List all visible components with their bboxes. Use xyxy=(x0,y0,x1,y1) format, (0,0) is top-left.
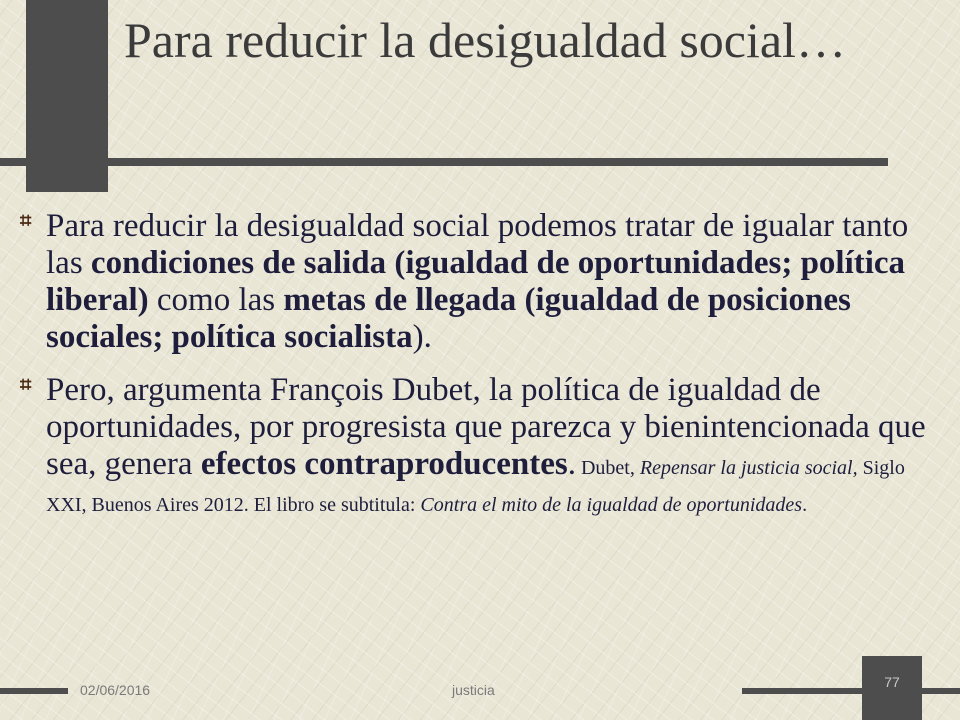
hash-bullet-icon: ⌗ xyxy=(20,372,32,396)
bold-phrase: condiciones de salida (igualdad de oportunidades; política liberal) xyxy=(46,245,906,318)
slide-title: Para reducir la desigualdad social… xyxy=(124,12,846,68)
book-title: Repensar la justicia social, xyxy=(639,457,858,479)
footer-topic: justicia xyxy=(452,682,495,698)
book-subtitle: Contra el mito de la igualdad de oportunidades xyxy=(420,494,803,516)
bullet-text: Pero, argumenta François Dubet, la política de igualdad de oportunidades, por progresista que parezca y bienintencionada que sea, genera xyxy=(46,372,926,482)
bullet-text: como las xyxy=(148,282,284,318)
footer-right-bar-right xyxy=(922,688,960,694)
bold-phrase: metas de llegada (igualdad de posiciones sociales; política socialista xyxy=(46,282,851,355)
bullet-text: ). xyxy=(412,319,432,355)
bullet-text: Para reducir la desigualdad social podemos tratar de igualar tanto las xyxy=(46,208,909,281)
hash-bullet-icon: ⌗ xyxy=(20,208,32,232)
title-underline-bar xyxy=(0,158,888,166)
bullet-item xyxy=(20,208,950,356)
bold-phrase: efectos contraproducentes xyxy=(200,446,568,482)
slide-content xyxy=(20,208,950,520)
bullet-text: . xyxy=(567,446,576,482)
reference-text: . xyxy=(802,494,808,516)
footer-date: 02/06/2016 xyxy=(80,682,151,698)
reference-text: Siglo XXI, Buenos Aires 2012. El libro se subtitula: xyxy=(46,457,905,516)
footer-right-bar-left xyxy=(742,688,862,694)
reference-text: Dubet, xyxy=(575,457,640,479)
page-number: 77 xyxy=(862,656,922,720)
bullet-item xyxy=(20,372,950,520)
footer-left-bar xyxy=(0,688,68,694)
